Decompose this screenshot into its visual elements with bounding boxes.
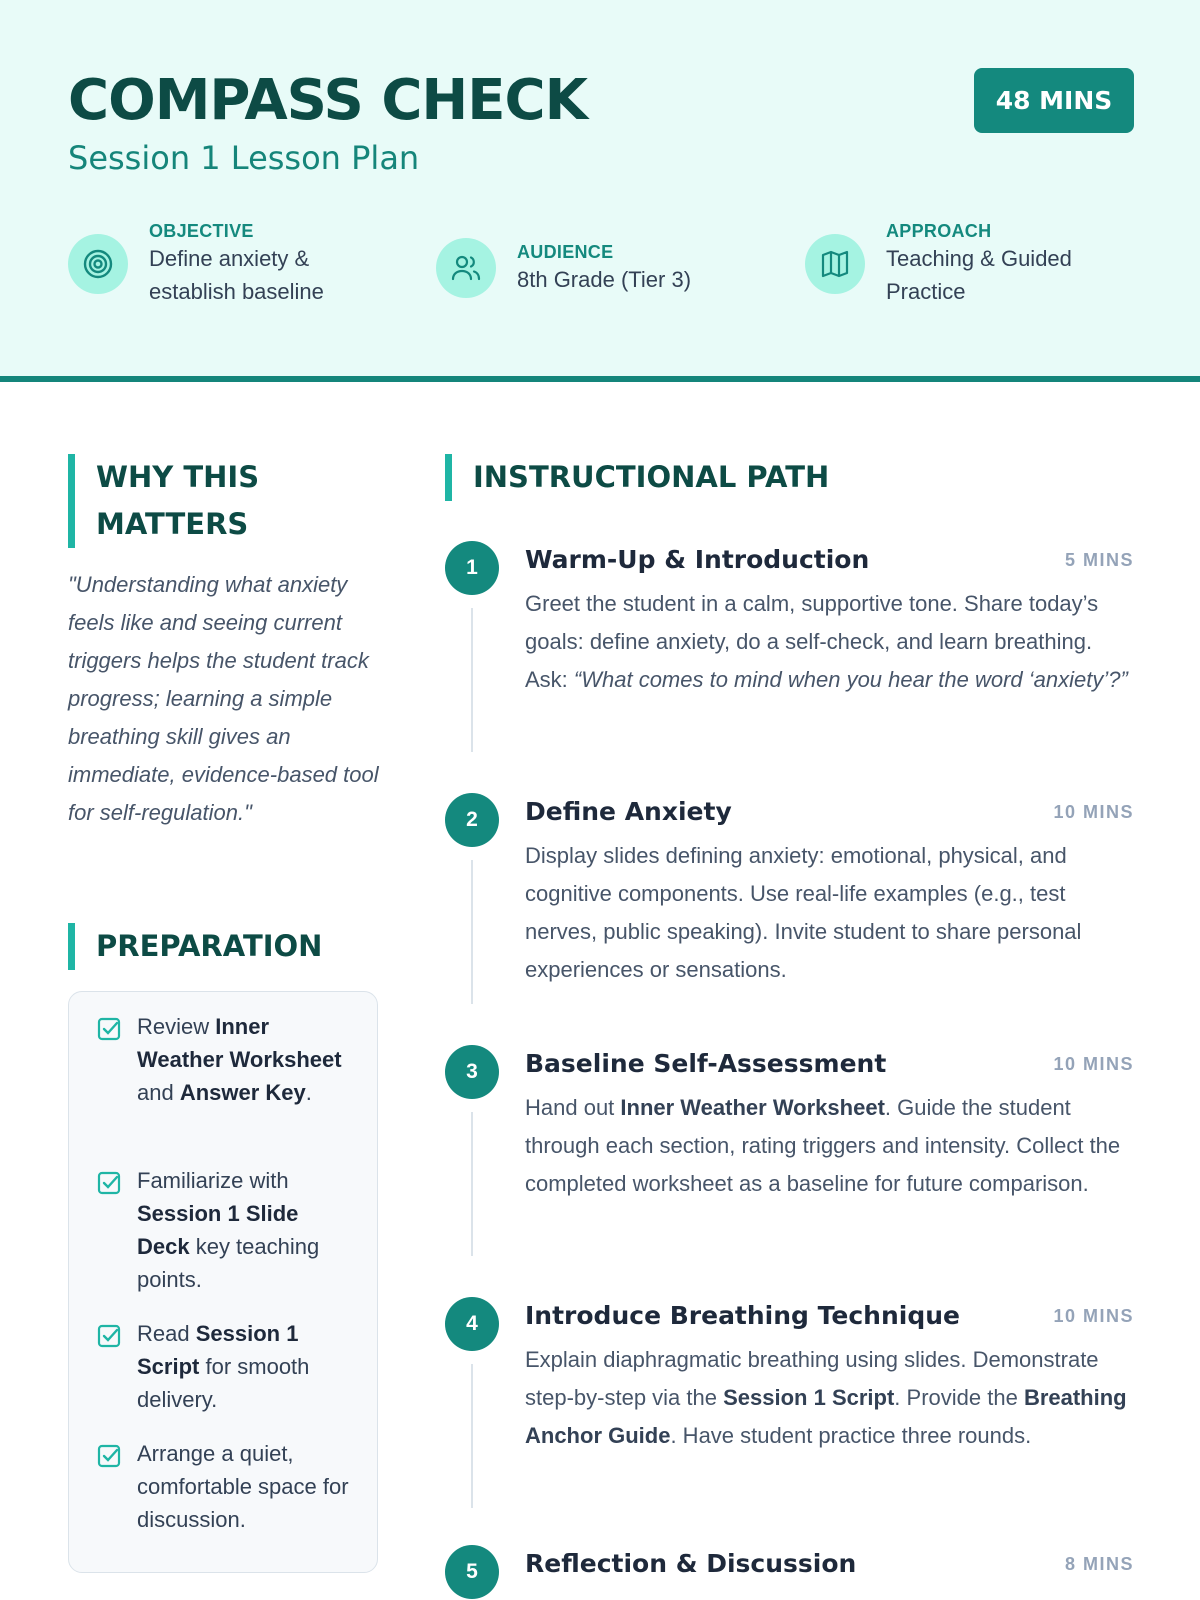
prep-text: Review	[137, 1014, 216, 1039]
step-title-1: Warm-Up & Introduction	[525, 545, 870, 574]
approach-label: APPROACH	[886, 221, 992, 241]
step-desc-bold: Inner Weather Worksheet	[620, 1095, 885, 1120]
step-mins-1: 5 MINS	[1064, 550, 1134, 570]
prep-bold: Session 1 Script	[137, 1321, 299, 1379]
step-title-5: Reflection & Discussion	[525, 1549, 857, 1578]
step-desc-text: Hand out	[525, 1095, 621, 1120]
check-square-icon	[97, 1017, 121, 1041]
objective-label: OBJECTIVE	[149, 221, 254, 241]
approach-value-1: Teaching & Guided	[886, 246, 1072, 271]
check-square-icon	[97, 1444, 121, 1468]
check-square-icon	[97, 1324, 121, 1348]
step-desc-text: Greet the student in a calm, supportive tone. Share today’s goals: define anxiety, do a self-check, and learn breathing. Ask:	[525, 591, 1099, 692]
map-icon	[805, 234, 865, 294]
prep-text: Read	[137, 1321, 196, 1346]
step-mins-4: 10 MINS	[1053, 1306, 1134, 1326]
meta-audience	[436, 238, 691, 298]
step-title-3: Baseline Self-Assessment	[525, 1049, 887, 1078]
header-banner	[0, 0, 1200, 382]
timeline-connector	[471, 860, 473, 1004]
step-number-5: 5	[445, 1545, 499, 1599]
step-number-2: 2	[445, 793, 499, 847]
users-icon	[436, 238, 496, 298]
timeline-connector	[471, 1112, 473, 1256]
step-mins-5: 8 MINS	[1064, 1554, 1134, 1574]
duration-badge: 48 MINS	[974, 68, 1134, 133]
prep-text: .	[305, 1080, 312, 1105]
step-desc-bold: Session 1 Script	[723, 1385, 895, 1410]
checklist-item	[97, 1164, 357, 1296]
why-heading	[68, 454, 259, 548]
prep-text: and	[137, 1080, 180, 1105]
step-number-4: 4	[445, 1297, 499, 1351]
step-desc-text: Explain diaphragmatic breathing using slides. Demonstrate step-by-step via the	[525, 1347, 1099, 1410]
step-desc-4	[525, 1341, 1135, 1455]
prep-text: Familiarize with	[137, 1168, 289, 1193]
checklist-item	[97, 1317, 357, 1416]
meta-approach	[805, 220, 1072, 308]
prep-text: for smooth delivery.	[137, 1354, 310, 1412]
page-subtitle: Session 1 Lesson Plan	[68, 139, 420, 177]
approach-value-2: Practice	[886, 279, 966, 304]
prep-bold: Inner Weather Worksheet	[137, 1014, 342, 1072]
prep-bold: Session 1 Slide Deck	[137, 1201, 299, 1259]
audience-value: 8th Grade (Tier 3)	[517, 266, 692, 292]
target-icon	[68, 234, 128, 294]
step-desc-text: . Guide the student through each section, rating triggers and intensity. Collect the completed worksheet as a baseline for future comparison.	[525, 1095, 1121, 1196]
audience-label: AUDIENCE	[517, 241, 614, 262]
step-number-3: 3	[445, 1045, 499, 1099]
prep-bold: Answer Key	[179, 1080, 306, 1105]
step-desc-3	[525, 1089, 1135, 1203]
why-quote: "Understanding what anxiety feels like and seeing current triggers helps the student track progress; learning a simple breathing skill gives an immediate, evidence-based tool for self-regulation."	[68, 572, 379, 825]
checklist-item	[97, 1437, 357, 1536]
why-heading-line1: WHY THIS	[96, 460, 260, 494]
timeline-connector	[471, 608, 473, 752]
why-heading-line2: MATTERS	[96, 507, 249, 541]
step-mins-3: 10 MINS	[1053, 1054, 1134, 1074]
step-number-1: 1	[445, 541, 499, 595]
preparation-heading: PREPARATION	[68, 923, 322, 970]
step-desc-question: “What comes to mind when you hear the word ‘anxiety’?”	[573, 667, 1128, 692]
prep-text: key teaching points.	[137, 1234, 320, 1292]
step-desc-2: Display slides defining anxiety: emotional, physical, and cognitive components. Use real-life examples (e.g., test nerves, public speaking). Invite student to share personal experiences or sensations.	[525, 843, 1082, 982]
step-desc-bold: Breathing Anchor Guide	[525, 1385, 1127, 1448]
instructional-path-heading: INSTRUCTIONAL PATH	[445, 454, 829, 501]
prep-text: Arrange a quiet, comfortable space for discussion.	[137, 1441, 349, 1532]
step-desc-1	[525, 585, 1135, 699]
step-title-4: Introduce Breathing Technique	[525, 1301, 960, 1330]
objective-value-2: establish baseline	[149, 279, 324, 304]
timeline-connector	[471, 1364, 473, 1508]
step-mins-2: 10 MINS	[1053, 802, 1134, 822]
step-title-2: Define Anxiety	[525, 797, 732, 826]
step-desc-text: . Provide the	[894, 1385, 1024, 1410]
preparation-checklist	[68, 991, 378, 1573]
check-square-icon	[97, 1171, 121, 1195]
objective-value-1: Define anxiety &	[149, 246, 310, 271]
step-desc-text: . Have student practice three rounds.	[670, 1423, 1032, 1448]
meta-objective	[68, 220, 324, 308]
page-title: COMPASS CHECK	[68, 68, 588, 133]
checklist-item	[97, 1010, 357, 1109]
